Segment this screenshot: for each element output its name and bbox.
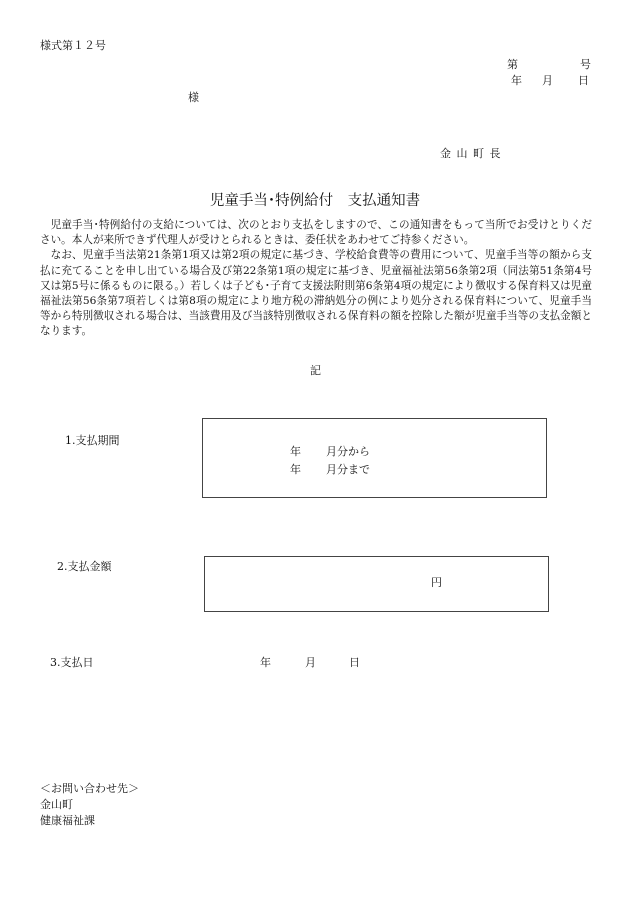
amount-unit: 円 [431,576,442,589]
period-to-month: 月分まで [326,463,370,476]
payment-amount-box [204,556,549,612]
period-from-year: 年 [290,445,301,458]
notice-body [40,218,592,340]
contact-organization: 金山町 [40,798,73,811]
issue-date-year: 年 [511,74,522,87]
period-to-year: 年 [290,463,301,476]
document-number-prefix: 第 [507,58,518,71]
payment-amount-label: 2.支払金額 [57,560,112,573]
payment-date-year: 年 [260,656,271,669]
notice-paragraph-2: なお、児童手当法第21条第1項又は第2項の規定に基づき、学校給食費等の費用について、児童手当等の額から支払に充てることを申し出ている場合及び第22条第1項の規定に基づき、児童福祉法第56条第2項（同法第51条第4号又は第5号に係るものに限る。）若しくは子ども･子育て支援法附則第6条第4項の規定により徴収する保育料又は児童福祉法第56条第7項若しくは第8項の規定により地方税の滞納処分の例により処分される保育料について、児童手当等から特別徴収される場合は、当該費用及び当該特別徴収される保育料の額を控除した額が児童手当等の支払金額となります。 [40,249,592,338]
notice-paragraph-1: 児童手当･特例給付の支給については、次のとおり支払をしますので、この通知書をもって当所でお受けとりください。本人が来所できず代理人が受けとられるときは、委任状をあわせてご持参ください。 [40,219,592,247]
contact-department: 健康福祉課 [40,814,95,827]
payment-period-label: 1.支払期間 [65,434,120,447]
payment-period-box [202,418,547,498]
ki-mark: 記 [310,364,321,377]
payment-date-label: 3.支払日 [50,656,94,669]
document-title: 児童手当･特例給付 支払通知書 [209,193,421,209]
document-number-suffix: 号 [580,58,591,71]
form-number: 様式第１２号 [40,39,106,52]
addressee-suffix: 様 [188,91,199,104]
contact-heading: ＜お問い合わせ先＞ [40,782,139,795]
payment-date-month: 月 [305,656,316,669]
issue-date-month: 月 [542,74,553,87]
payment-date-day: 日 [349,656,360,669]
issuer-name: 金 山 町 長 [440,147,501,160]
issue-date-day: 日 [578,74,589,87]
period-from-month: 月分から [326,445,370,458]
